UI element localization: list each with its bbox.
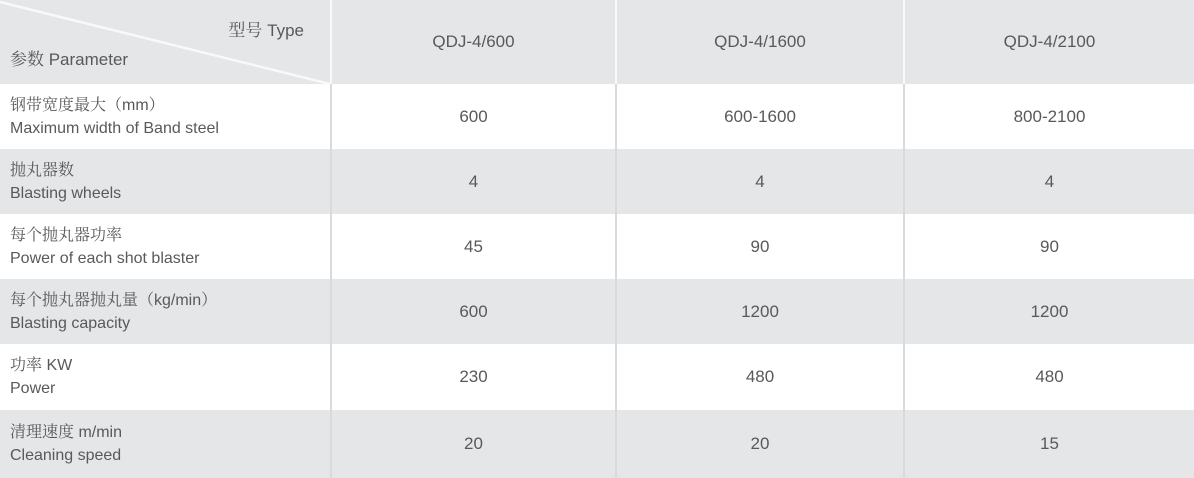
table-cell: 15: [903, 410, 1194, 478]
row-label-en: Power: [10, 380, 56, 397]
column-header-qdj-4-2100: QDJ-4/2100: [903, 0, 1194, 84]
table-cell: 600-1600: [615, 84, 903, 149]
table-cell: 4: [330, 149, 615, 214]
row-label-zh: 功率 KW: [10, 357, 73, 374]
row-label-power-each-blaster: [0, 214, 330, 279]
row-label-zh: 每个抛丸器抛丸量（kg/min）: [10, 291, 218, 309]
column-header-qdj-4-1600: QDJ-4/1600: [615, 0, 903, 84]
corner-header-cell: [0, 0, 330, 84]
corner-type-label: 型号 Type: [228, 21, 304, 40]
table-cell: 20: [615, 410, 903, 478]
table-cell: 4: [615, 149, 903, 214]
table-cell: 1200: [615, 279, 903, 344]
table-cell: 4: [903, 149, 1194, 214]
column-header-qdj-4-600: QDJ-4/600: [330, 0, 615, 84]
row-label-zh: 每个抛丸器功率: [10, 226, 123, 244]
row-label-en: Cleaning speed: [10, 447, 122, 464]
table-cell: 800-2100: [903, 84, 1194, 149]
table-cell: 1200: [903, 279, 1194, 344]
row-label-max-width: [0, 84, 330, 149]
table-cell: 230: [330, 344, 615, 410]
row-label-en: Blasting capacity: [10, 314, 131, 332]
table-cell: 90: [903, 214, 1194, 279]
corner-parameter-label: 参数 Parameter: [10, 50, 129, 69]
row-label-zh: 钢带宽度最大（mm）: [10, 96, 165, 114]
row-label-cleaning-speed: [0, 410, 330, 478]
row-label-en: Blasting wheels: [10, 184, 122, 202]
table-cell: 20: [330, 410, 615, 478]
row-label-power-kw: [0, 344, 330, 410]
table-cell: 90: [615, 214, 903, 279]
row-label-blasting-capacity: [0, 279, 330, 344]
diagonal-divider-line: [0, 0, 330, 84]
table-cell: 45: [330, 214, 615, 279]
row-label-en: Power of each shot blaster: [10, 249, 200, 267]
table-cell: 480: [615, 344, 903, 410]
table-cell: 600: [330, 279, 615, 344]
table-cell: 480: [903, 344, 1194, 410]
table-cell: 600: [330, 84, 615, 149]
row-label-zh: 抛丸器数: [10, 161, 75, 179]
row-label-zh: 清理速度 m/min: [10, 424, 123, 441]
row-label-blasting-wheels: [0, 149, 330, 214]
row-label-en: Maximum width of Band steel: [10, 119, 219, 137]
